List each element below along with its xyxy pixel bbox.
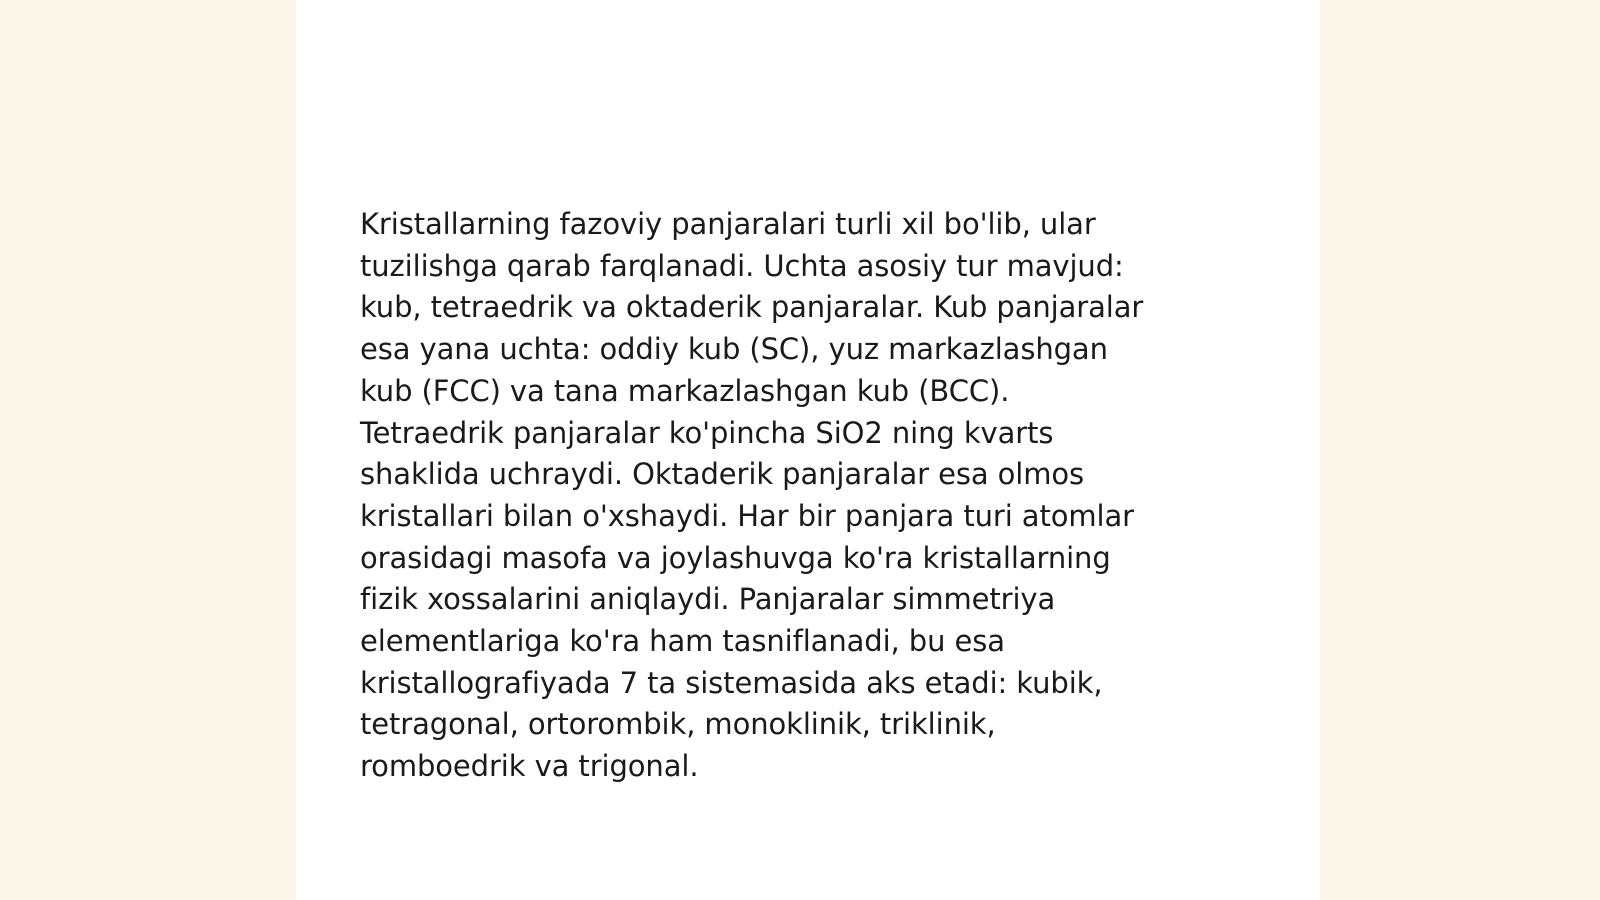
paragraph-line: kristallari bilan o'xshaydi. Har bir panjara turi atomlar bbox=[360, 498, 1134, 533]
paragraph-line: romboedrik va trigonal. bbox=[360, 749, 699, 784]
paragraph-line: tetragonal, ortorombik, monoklinik, triklinik, bbox=[360, 707, 996, 742]
paragraph-line: tuzilishga qarab farqlanadi. Uchta asosiy tur mavjud: bbox=[360, 248, 1124, 283]
paragraph-line: kub, tetraedrik va oktaderik panjaralar. Kub panjaralar bbox=[360, 290, 1144, 325]
body-paragraph bbox=[360, 204, 1290, 788]
paragraph-line: esa yana uchta: oddiy kub (SC), yuz markazlashgan bbox=[360, 332, 1108, 367]
paragraph-line: shaklida uchraydi. Oktaderik panjaralar esa olmos bbox=[360, 457, 1085, 492]
paragraph-line: kub (FCC) va tana markazlashgan kub (BCC). bbox=[360, 373, 1010, 408]
paragraph-line: elementlariga ko'ra ham tasniflanadi, bu esa bbox=[360, 624, 1005, 659]
paragraph-line: orasidagi masofa va joylashuvga ko'ra kristallarning bbox=[360, 540, 1111, 575]
paragraph-line: Kristallarning fazoviy panjaralari turli xil bo'lib, ular bbox=[360, 207, 1096, 241]
document-page bbox=[296, 0, 1320, 900]
paragraph-line: kristallografiyada 7 ta sistemasida aks etadi: kubik, bbox=[360, 665, 1103, 700]
paragraph-line: Tetraedrik panjaralar ko'pincha SiO2 ning kvarts bbox=[360, 415, 1054, 450]
paragraph-line: fizik xossalarini aniqlaydi. Panjaralar simmetriya bbox=[360, 582, 1056, 617]
